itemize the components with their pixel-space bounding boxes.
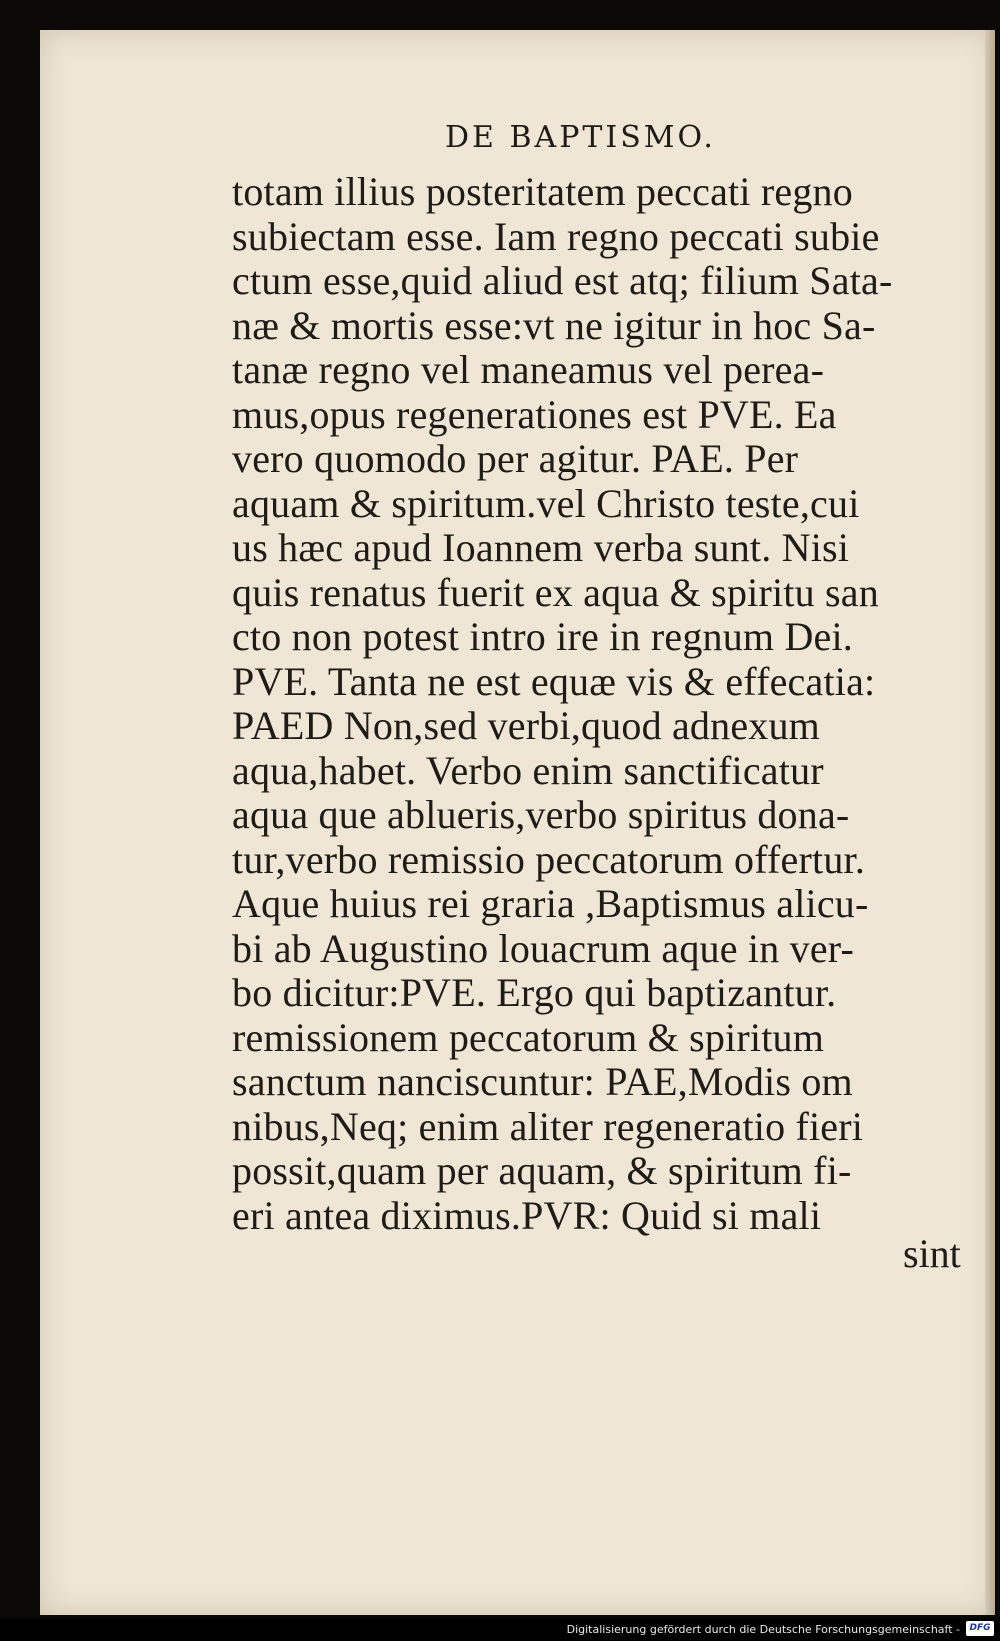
text-line: eri antea diximus.PVR: Quid si mali [232,1192,822,1238]
funding-credit: Digitalisierung gefördert durch die Deutsche Forschungsgemeinschaft - [566,1623,960,1636]
text-line: PVE. Tanta ne est equæ vis & effecatia: [232,658,876,704]
text-line: næ & mortis esse:vt ne igitur in hoc Sa- [232,302,876,348]
text-line: possit,quam per aquam, & spiritum fi- [232,1148,852,1193]
text-line: subiectam esse. Iam regno peccati subie [232,213,880,259]
dfg-logo-icon: DFG [966,1621,994,1636]
book-page [40,30,995,1615]
text-line: ctum esse,quid aliud est atq; filium Sata- [232,258,893,303]
text-line: aqua que ablueris,verbo spiritus dona- [232,792,850,837]
footer-bar [0,1618,1000,1641]
text-line: quis renatus fuerit ex aqua & spiritu san [232,569,879,615]
text-line: tur,verbo remissio peccatorum offertur. [232,836,866,882]
text-line: totam illius posteritatem peccati regno [232,169,853,214]
text-line: remissionem peccatorum & spiritum [232,1014,825,1060]
text-line: bo dicitur:PVE. Ergo qui baptizantur. [232,970,837,1015]
text-line: sanctum nanciscuntur: PAE,Modis om [232,1059,853,1104]
text-block [232,170,1000,1238]
text-line: tanæ regno vel maneamus vel perea- [232,347,825,392]
text-line: nibus,Neq; enim aliter regeneratio fieri [232,1103,864,1149]
page-edge [985,30,995,1615]
text-line: Aque huius rei graria ,Baptismus alicu- [232,881,869,926]
text-line: mus,opus regenerationes est PVE. Ea [232,391,837,437]
text-line: aqua,habet. Verbo enim sanctificatur [232,747,824,793]
running-head: DE BAPTISMO. [445,120,716,155]
text-line: vero quomodo per agitur. PAE. Per [232,436,799,481]
text-line: bi ab Augustino louacrum aque in ver- [232,925,855,971]
text-line: cto non potest intro ire in regnum Dei. [232,614,854,659]
text-line: us hæc apud Ioannem verba sunt. Nisi [232,525,850,570]
text-line: PAED Non,sed verbi,quod adnexum [232,703,820,748]
text-line: aquam & spiritum.vel Christo teste,cui [232,480,860,526]
catchword: sint [903,1231,961,1276]
